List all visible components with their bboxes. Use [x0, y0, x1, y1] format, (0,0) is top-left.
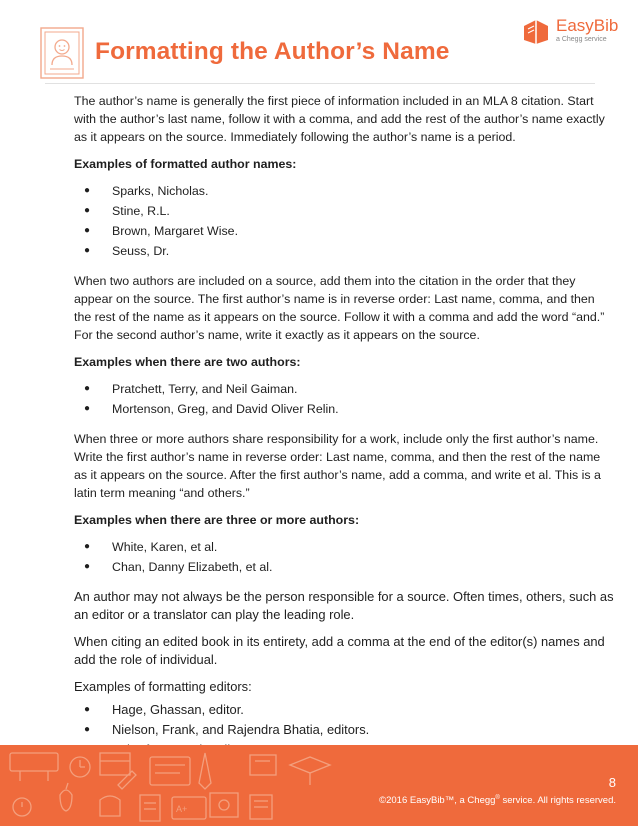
list-item: ● Chan, Danny Elizabeth, et al. [74, 557, 614, 577]
list-item: ● Pratchett, Terry, and Neil Gaiman. [74, 379, 614, 399]
main-content [74, 92, 614, 771]
intro-paragraph: The author’s name is generally the first piece of information included in an MLA 8 citation. Start with the author’s last name, follow it with a comma, and add the rest of the author’s name exactly as it appears on the source. Immediately following the author’s name is a period. [74, 94, 605, 144]
page-footer [0, 745, 638, 826]
two-authors-list [74, 379, 614, 419]
easybib-logo [518, 14, 624, 48]
three-authors-list [74, 537, 614, 577]
registered-mark: ® [495, 795, 500, 801]
editor-paragraph-2: When citing an edited book in its entirety, add a comma at the end of the editor(s) names and add the role of individual. [74, 634, 605, 667]
three-authors-paragraph: When three or more authors share responsibility for a work, include only the first author’s name. Write the first author’s name in reverse order: Last name, comma, and then the rest of the name as it appears on the source. After the first author’s name, add a comma, and write et al. This is a latin term meaning “and others.” [74, 432, 601, 500]
page-number: 8 [608, 775, 616, 790]
page-title: Formatting the Author’s Name [95, 38, 450, 65]
author-portrait-icon [40, 27, 84, 79]
section-heading-three-authors: Examples when there are three or more authors: [74, 513, 360, 527]
list-item: ● Mortenson, Greg, and David Oliver Relin. [74, 399, 614, 419]
logo-tagline: a Chegg service [556, 36, 607, 43]
header-divider [45, 83, 595, 84]
section-heading-two-authors: Examples when there are two authors: [74, 355, 301, 369]
list-item: ● White, Karen, et al. [74, 537, 614, 557]
copyright-notice [379, 795, 616, 806]
section-heading-editors: Examples of formatting editors: [74, 679, 252, 694]
copyright-text: ©2016 EasyBib™, a Chegg [379, 795, 496, 807]
book-logo-icon [520, 16, 552, 46]
list-item: ● Stine, R.L. [74, 201, 614, 221]
list-item: ● Nielson, Frank, and Rajendra Bhatia, editors. [74, 720, 614, 740]
logo-wordmark: EasyBib [556, 16, 619, 35]
page-header [0, 0, 638, 90]
list-item: ● Hage, Ghassan, editor. [74, 700, 614, 720]
list-item: ● Seuss, Dr. [74, 241, 614, 261]
school-doodles-icon [0, 745, 638, 826]
two-authors-paragraph: When two authors are included on a source, add them into the citation in the order that they appear on the source. The first author’s name is in reverse order: Last name, comma, and then the rest of the name as it appears on the source. Follow it with a comma and add the word “and.” For the second author’s name, write it exactly as it appears on the source. [74, 274, 605, 342]
author-names-list [74, 181, 614, 261]
list-item: ● Sparks, Nicholas. [74, 181, 614, 201]
copyright-text-end: service. All rights reserved. [499, 795, 616, 807]
svg-text:A+: A+ [176, 804, 188, 814]
section-heading-author-names: Examples of formatted author names: [74, 157, 297, 171]
list-item: ● Brown, Margaret Wise. [74, 221, 614, 241]
editor-paragraph-1: An author may not always be the person responsible for a source. Often times, others, such as an editor or a translator can play the leading role. [74, 589, 614, 622]
